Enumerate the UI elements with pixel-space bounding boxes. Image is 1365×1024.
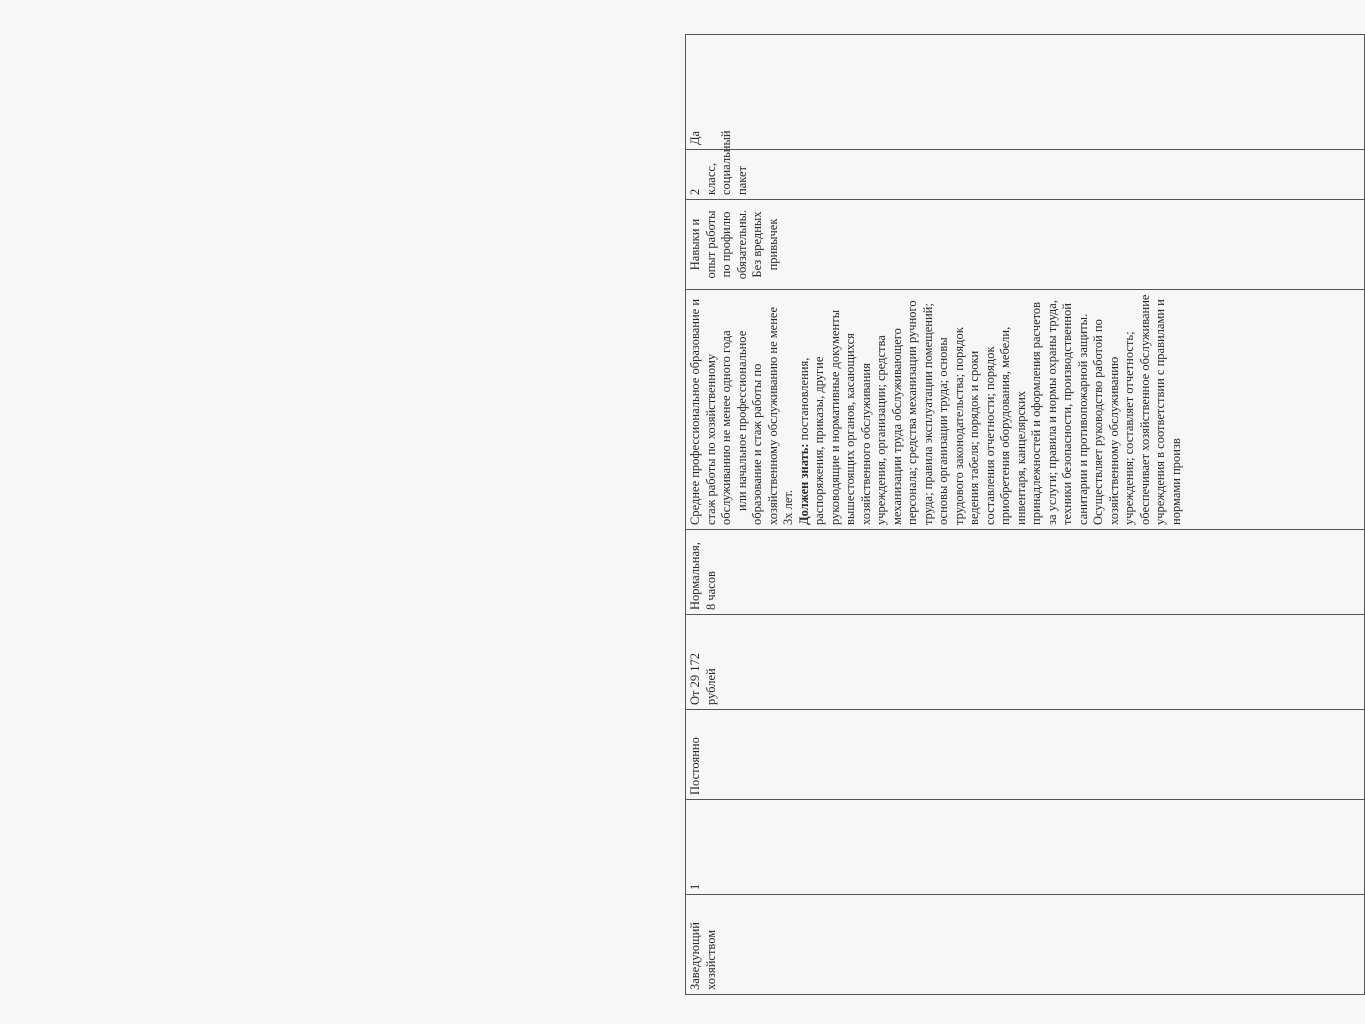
- cell-schedule: Нормальная, 8 часов: [686, 530, 1365, 615]
- cell-description: [686, 290, 1365, 530]
- requirements-line2: Без вредных привычек: [750, 211, 780, 278]
- cell-employment: Постоянно: [686, 710, 1365, 800]
- cell-extra: Да: [686, 35, 1365, 150]
- must-know-text: постановления, распоряжения, приказы, другие руководящие и нормативные документы вышестоящих органов, касающихся хозяйственного обслуживания учреждения, организации; средства механизации труда обслуживающего персонала; средства механизации ручного труда; правила эксплуатации помещений; основы организации труда; основы трудового законодательства; порядок ведения табеля; порядок и сроки составления отчетности; порядок приобретения оборудования, мебели, инвентаря, канцелярских принадлежностей и оформления расчетов за услуги; правила и нормы охраны труда, техники безопасности, производственной санитарии и противопожарной защиты.: [796, 300, 1090, 525]
- must-know-label: Должен знать:: [796, 443, 811, 525]
- education-alt-text: или начальное профессиональное образование и стаж работы по хозяйственному обслуживанию не менее 3х лет.: [734, 306, 795, 525]
- cell-salary: От 29 172 рублей: [686, 615, 1365, 710]
- cell-position: Заведующий хозяйством: [686, 895, 1365, 995]
- cell-benefits: 2 класс, социальный пакет: [686, 150, 1365, 200]
- cell-count: 1: [686, 800, 1365, 895]
- education-text: Среднее профессиональное образование и стаж работы по хозяйственному обслуживанию не менее одного года: [688, 298, 733, 525]
- duties-text: Осуществляет руководство работой по хозяйственному обслуживанию учреждения; составляет отчетность; обеспечивает хозяйственное обслуживание учреждения в соответствии с правилами и нормами произв: [1091, 294, 1183, 525]
- table-row: [686, 35, 1365, 995]
- must-know-block: [797, 294, 1092, 525]
- cell-requirements: [686, 200, 1365, 290]
- vacancy-table: [685, 34, 1365, 995]
- requirements-line1: Навыки и опыт работы по профилю обязательны.: [688, 209, 749, 280]
